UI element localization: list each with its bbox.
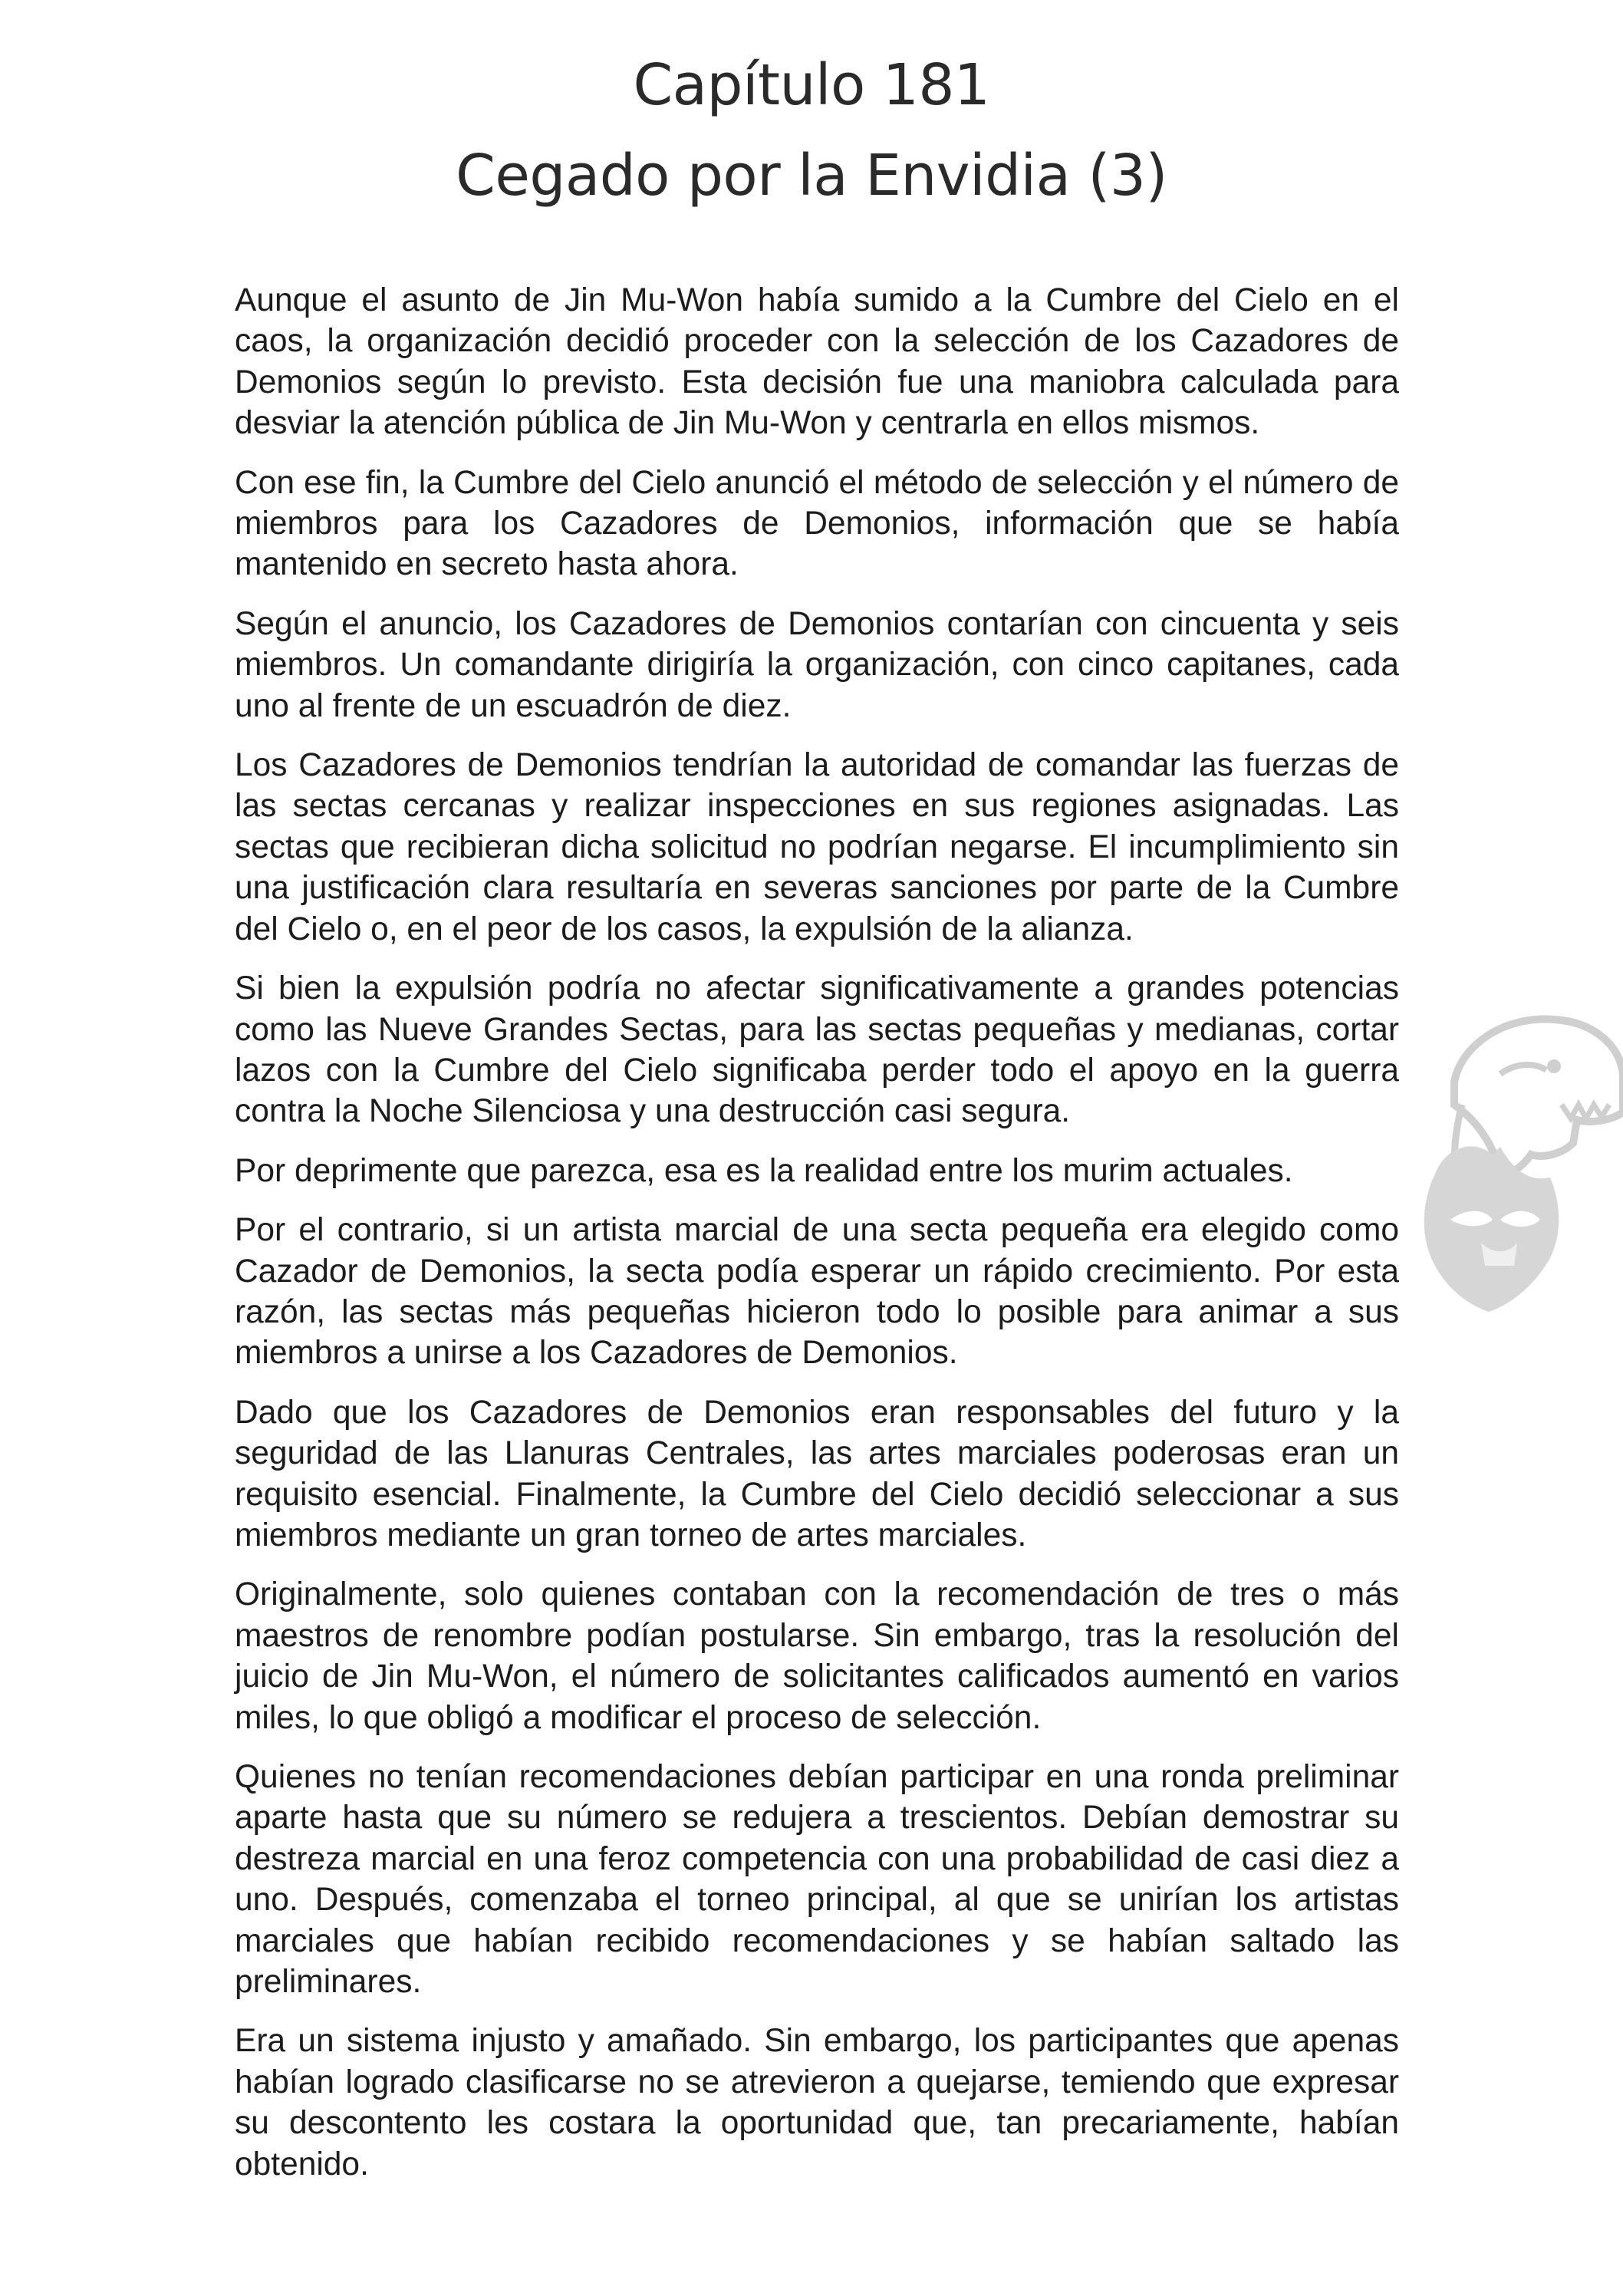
paragraph: Por el contrario, si un artista marcial de una secta pequeña era elegido como Cazador de Demonios, la secta podía esperar un rápido crecimiento. Por esta razón, las sectas más pequeñas hicieron todo lo posible para animar a sus miembros a unirse a los Cazadores de Demonios. [235,1212,1399,1372]
paragraph: Quienes no tenían recomendaciones debían participar en una ronda preliminar aparte hasta que su número se redujera a trescientos. Debían demostrar su destreza marcial en una feroz competencia con una probabilidad de casi diez a uno. Después, comenzaba el torneo principal, al que se unirían los artistas marciales que habían recibido recomendaciones y se habían saltado las preliminares. [235,1759,1399,2001]
watermark-logo-icon [1408,990,1623,1312]
paragraph: Dado que los Cazadores de Demonios eran responsables del futuro y la seguridad de las Llanuras Centrales, las artes marciales poderosas eran un requisito esencial. Finalmente, la Cumbre del Cielo decidió seleccionar a sus miembros mediante un gran torneo de artes marciales. [235,1394,1399,1553]
paragraph: Según el anuncio, los Cazadores de Demonios contarían con cincuenta y seis miembros. Un comandante dirigiría la organización, con cinco capitanes, cada uno al frente de un escuadrón de diez. [235,605,1399,724]
paragraph: Los Cazadores de Demonios tendrían la autoridad de comandar las fuerzas de las sectas cercanas y realizar inspecciones en sus regiones asignadas. Las sectas que recibieran dicha solicitud no podrían negarse. El incumplimiento sin una justificación clara resultaría en severas sanciones por parte de la Cumbre del Cielo o, en el peor de los casos, la expulsión de la alianza. [235,747,1399,947]
paragraph: Por deprimente que parezca, esa es la realidad entre los murim actuales. [235,1152,1293,1189]
paragraph: Originalmente, solo quienes contaban con la recomendación de tres o más maestros de renombre podían postularse. Sin embargo, tras la resolución del juicio de Jin Mu-Won, el número de solicitantes calificados aumentó en varios miles, lo que obligó a modificar el proceso de selección. [235,1576,1399,1736]
chapter-title: Capítulo 181 [633,52,990,118]
chapter-header [0,40,1623,221]
paragraph: Era un sistema injusto y amañado. Sin embargo, los participantes que apenas habían logrado clasificarse no se atrevieron a quejarse, temiendo que expresar su descontento les costara la oportunidad que, tan precariamente, habían obtenido. [235,2023,1399,2182]
paragraph: Aunque el asunto de Jin Mu-Won había sumido a la Cumbre del Cielo en el caos, la organización decidió proceder con la selección de los Cazadores de Demonios según lo previsto. Esta decisión fue una maniobra calculada para desviar la atención pública de Jin Mu-Won y centrarla en ellos mismos. [235,282,1399,442]
paragraph: Con ese fin, la Cumbre del Cielo anunció el método de selección y el número de miembros para los Cazadores de Demonios, información que se había mantenido en secreto hasta ahora. [235,464,1399,583]
chapter-subtitle: Cegado por la Envidia (3) [456,143,1167,209]
chapter-body [235,280,1399,2203]
paragraph: Si bien la expulsión podría no afectar significativamente a grandes potencias como las Nueve Grandes Sectas, para las sectas pequeñas y medianas, cortar lazos con la Cumbre del Cielo significaba perder todo el apoyo en la guerra contra la Noche Silenciosa y una destrucción casi segura. [235,970,1399,1130]
